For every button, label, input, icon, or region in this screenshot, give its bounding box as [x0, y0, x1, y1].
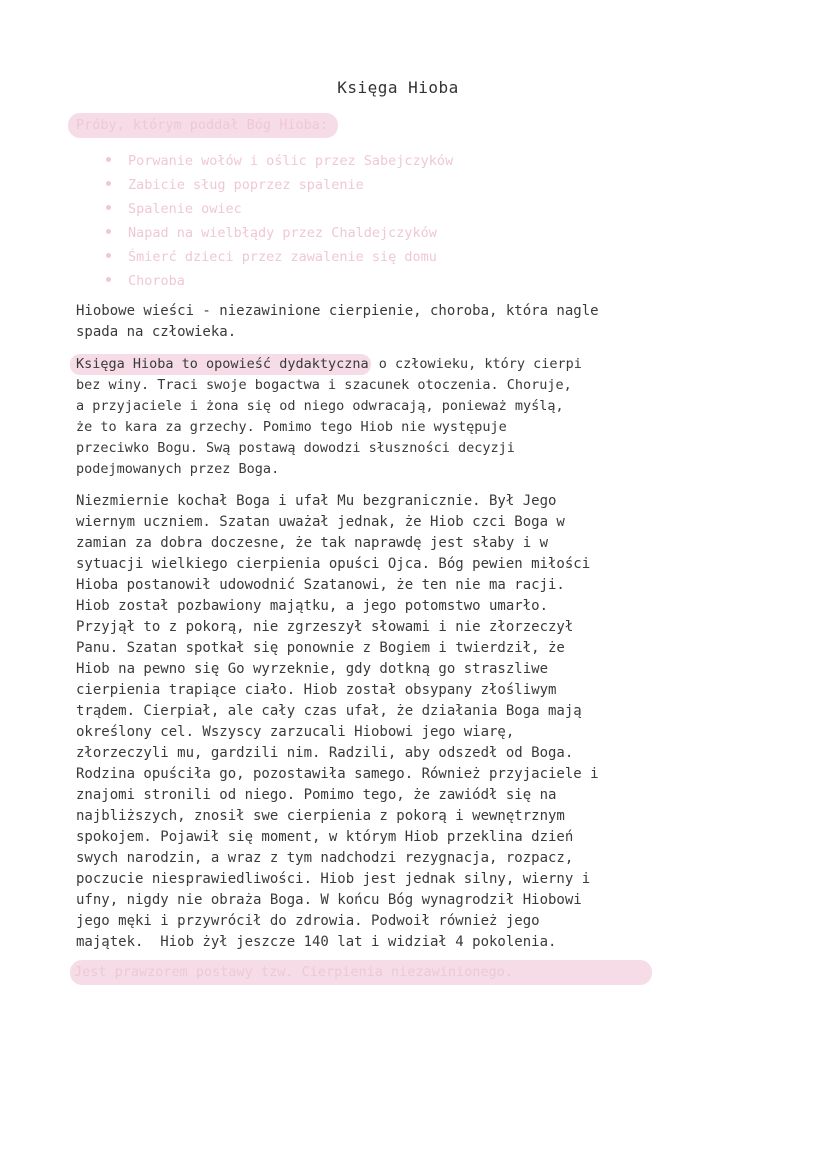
text-line: trądem. Cierpiał, ale cały czas ufał, że działania Boga mają: [76, 703, 582, 719]
text-line: spada na człowieka.: [76, 324, 237, 340]
didactic-highlight: Księga Hioba to opowieść dydaktyczna: [70, 354, 371, 375]
text-line: Rodzina opuściła go, pozostawiła samego. Również przyjaciele i: [76, 766, 599, 782]
text-line: Przyjął to z pokorą, nie zgrzeszył słowami i nie złorzeczył: [76, 619, 574, 635]
text-line: sytuacji wielkiego cierpienia opuści Ojca. Bóg pewien miłości: [76, 556, 591, 572]
text-line: poczucie niesprawiedliwości. Hiob jest jednak silny, wierny i: [76, 871, 591, 887]
text-line: Hiobowe wieści - niezawinione cierpienie, choroba, która nagle: [76, 303, 599, 319]
text-line: Panu. Szatan spotkał się ponownie z Bogiem i twierdził, że: [76, 640, 565, 656]
text-line: jego męki i przywrócił do zdrowia. Podwoił również jego: [76, 913, 540, 929]
text-line: przeciwko Bogu. Swą postawą dowodzi słuszności decyzji: [76, 440, 515, 456]
bullet-icon: [106, 253, 111, 258]
text-line: określony cel. Wszyscy zarzucali Hiobowi jego wiarę,: [76, 724, 515, 740]
text-line: zamian za dobra doczesne, że tak naprawdę jest słaby i w: [76, 535, 549, 551]
text-line: spokojem. Pojawił się moment, w którym Hiob przeklina dzień: [76, 829, 574, 845]
text-line: podejmowanych przez Boga.: [76, 461, 280, 477]
main-paragraph: [76, 491, 599, 953]
text-line: że to kara za grzechy. Pomimo tego Hiob nie występuje: [76, 419, 507, 435]
text-line: o człowieku, który cierpi: [370, 356, 582, 372]
text-line: bez winy. Traci swoje bogactwa i szacunek otoczenia. Choruje,: [76, 377, 572, 393]
text-line: swych narodzin, a wraz z tym nadchodzi rezygnacja, rozpacz,: [76, 850, 574, 866]
bullet-icon: [106, 277, 111, 282]
news-paragraph: [76, 301, 599, 343]
text-line: cierpienia trapiące ciało. Hiob został obsypany złośliwym: [76, 682, 557, 698]
text-line: znajomi stronili od niego. Pomimo tego, że zawiódł się na: [76, 787, 557, 803]
text-line: złorzeczyli mu, gardzili nim. Radzili, aby odszedł od Boga.: [76, 745, 574, 761]
bullet-icon: [106, 205, 111, 210]
list-item: Choroba: [106, 269, 453, 293]
text-line: ufny, nigdy nie obraża Boga. W końcu Bóg wynagrodził Hiobowi: [76, 892, 582, 908]
page-title: Księga Hioba: [337, 78, 459, 97]
list-item: Porwanie wołów i oślic przez Sabejczyków: [106, 149, 453, 173]
text-line: a przyjaciele i żona się od niego odwracają, ponieważ myślą,: [76, 398, 564, 414]
text-line: najbliższych, znosił swe cierpienia z pokorą i wewnętrznym: [76, 808, 565, 824]
list-item: Zabicie sług poprzez spalenie: [106, 173, 453, 197]
list-item: Napad na wielbłądy przez Chaldejczyków: [106, 221, 453, 245]
text-line: wiernym uczniem. Szatan uważał jednak, że Hiob czci Boga w: [76, 514, 565, 530]
text-line: Niezmiernie kochał Boga i ufał Mu bezgranicznie. Był Jego: [76, 493, 557, 509]
bullet-icon: [106, 157, 111, 162]
list-item: Śmierć dzieci przez zawalenie się domu: [106, 245, 453, 269]
didactic-paragraph: [76, 354, 582, 480]
text-line: Hioba postanowił udowodnić Szatanowi, że ten nie ma racji.: [76, 577, 565, 593]
trials-list: [106, 149, 453, 293]
bullet-icon: [106, 229, 111, 234]
closing-statement: Jest prawzorem postawy tzw. Cierpienia niezawinionego.: [70, 960, 652, 985]
text-line: Hiob na pewno się Go wyrzeknie, gdy dotkną go straszliwe: [76, 661, 549, 677]
text-line: Hiob został pozbawiony majątku, a jego potomstwo umarło.: [76, 598, 549, 614]
trials-heading: Próby, którym poddał Bóg Hioba:: [68, 113, 338, 138]
list-item: Spalenie owiec: [106, 197, 453, 221]
bullet-icon: [106, 181, 111, 186]
text-line: majątek. Hiob żył jeszcze 140 lat i widział 4 pokolenia.: [76, 934, 557, 950]
